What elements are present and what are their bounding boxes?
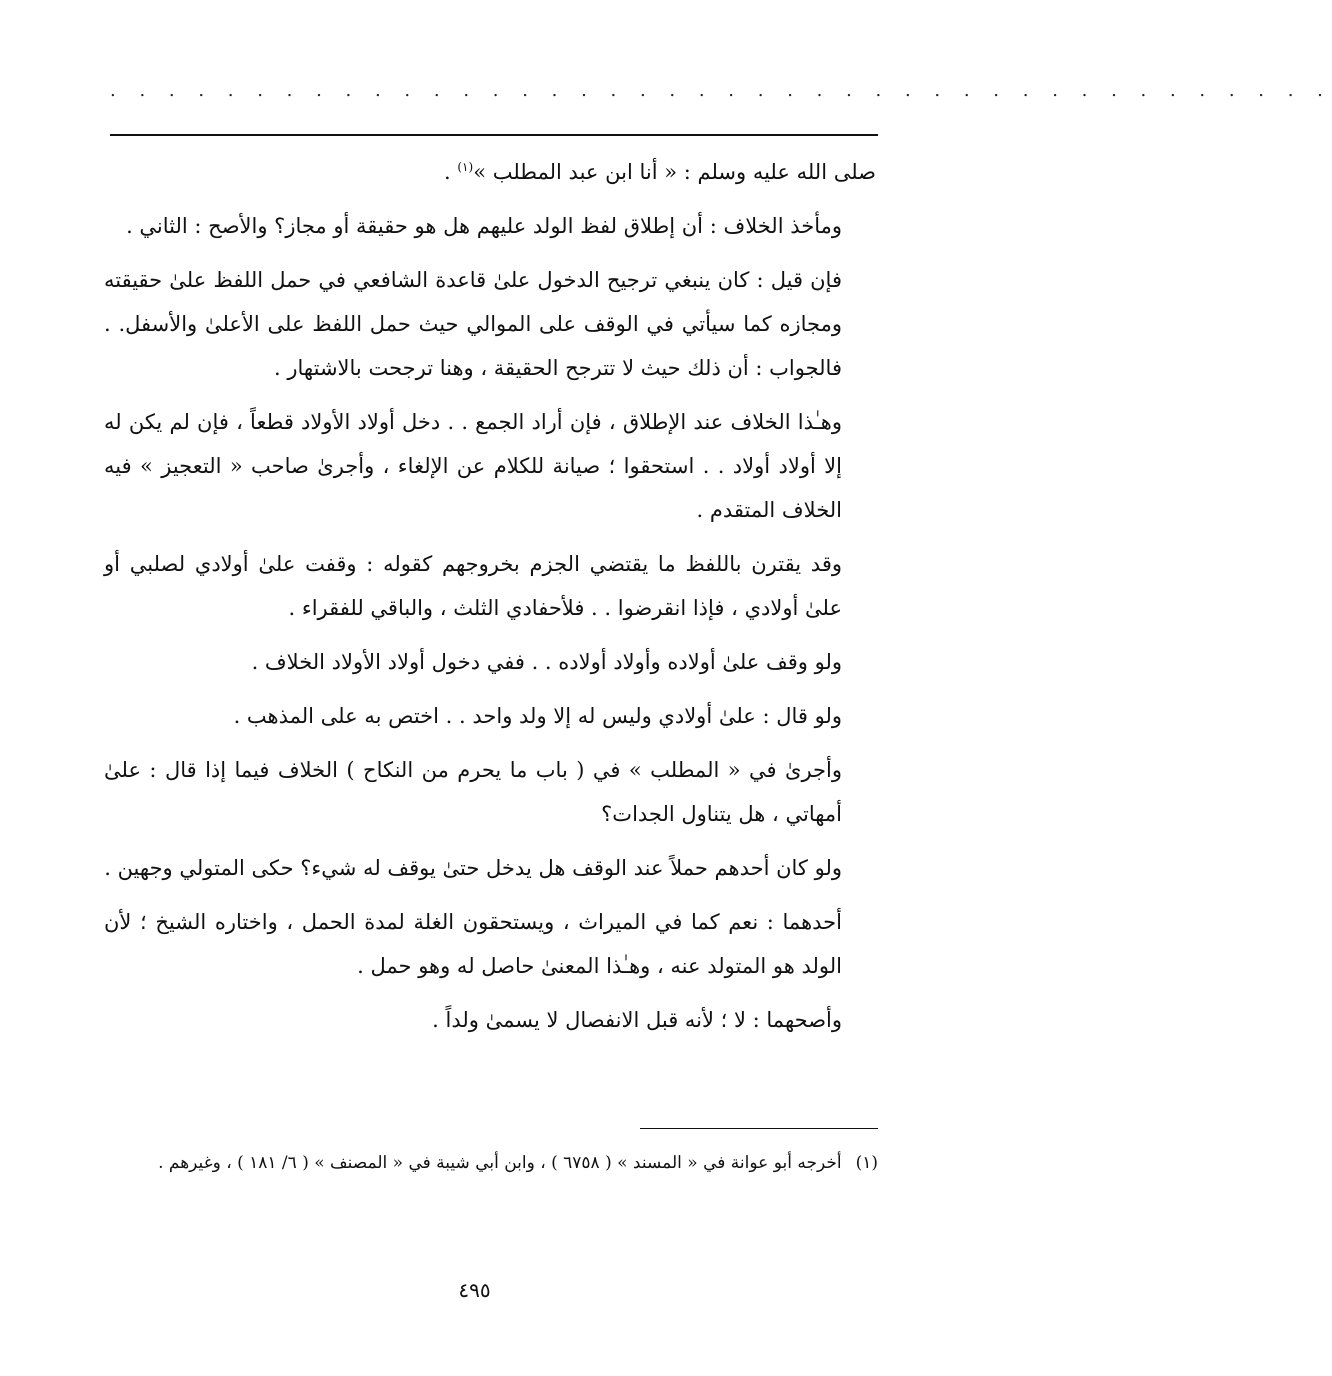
footnote-number: (١)	[855, 1153, 878, 1173]
paragraph-11: وأصحهما : لا ؛ لأنه قبل الانفصال لا يسمىٰ ولداً .	[432, 1008, 842, 1032]
paragraph-6: ولو وقف علىٰ أولاده وأولاد أولاده . . ففي دخول أولاد الأولاد الخلاف .	[251, 650, 842, 674]
paragraph-tail: .	[444, 160, 458, 184]
footnote-text: أخرجه أبو عوانة في « المسند » ( ٦٧٥٨ ) ، وابن أبي شيبة في « المصنف » ( ٦/ ١٨١ ) ، وغيرهم .	[158, 1153, 842, 1173]
paragraph-2: ومأخذ الخلاف : أن إطلاق لفظ الولد عليهم هل هو حقيقة أو مجاز؟ والأصح : الثاني .	[126, 214, 842, 238]
footnote-separator	[640, 1128, 878, 1129]
paragraph-3: فإن قيل : كان ينبغي ترجيح الدخول علىٰ قاعدة الشافعي في حمل اللفظ علىٰ حقيقته ومجازه كما سيأتي في الوقف على الموالي حيث حمل اللفظ على الأعلىٰ والأسفل. . فالجواب : أن ذلك حيث لا تترجح الحقيقة ، وهنا ترجحت بالاشتهار .	[104, 268, 842, 380]
paragraph-text: صلى الله عليه وسلم : « أنا ابن عبد المطلب »	[473, 160, 876, 184]
paragraph-7: ولو قال : علىٰ أولادي وليس له إلا ولد واحد . . اختص به على المذهب .	[233, 704, 842, 728]
paragraph-8: وأجرىٰ في « المطلب » في ( باب ما يحرم من النكاح ) الخلاف فيما إذا قال : علىٰ أمهاتي ، هل يتناول الجدات؟	[104, 758, 842, 826]
paragraph-10: أحدهما : نعم كما في الميراث ، ويستحقون الغلة لمدة الحمل ، واختاره الشيخ ؛ لأن الولد هو المتولد عنه ، وهـٰذا المعنىٰ حاصل له وهو حمل .	[104, 910, 842, 978]
footnote-reference[interactable]: (١)	[457, 160, 474, 174]
page-number: ٤٩٥	[458, 1278, 491, 1302]
header-rule	[110, 134, 878, 136]
main-text	[104, 150, 876, 1052]
paragraph-1	[104, 150, 876, 194]
paragraph-9: ولو كان أحدهم حملاً عند الوقف هل يدخل حتىٰ يوقف له شيء؟ حكى المتولي وجهين .	[104, 856, 842, 880]
paragraph-4: وهـٰذا الخلاف عند الإطلاق ، فإن أراد الجمع . . دخل أولاد الأولاد قطعاً ، فإن لم يكن له إلا أولاد أولاد . . استحقوا ؛ صيانة للكلام عن الإلغاء ، وأجرىٰ صاحب « التعجيز » فيه الخلاف المتقدم .	[104, 410, 842, 522]
paragraph-5: وقد يقترن باللفظ ما يقتضي الجزم بخروجهم كقوله : وقفت علىٰ أولادي لصلبي أو علىٰ أولادي ، فإذا انقرضوا . . فلأحفادي الثلث ، والباقي للفقراء .	[104, 552, 842, 620]
header-dotted-line: . . . . . . . . . . . . . . . . . . . . . . . . . . . . . . . . . . . . . . . . . .	[110, 80, 1332, 101]
footnotes	[104, 1146, 878, 1180]
footnote-item	[104, 1146, 878, 1180]
